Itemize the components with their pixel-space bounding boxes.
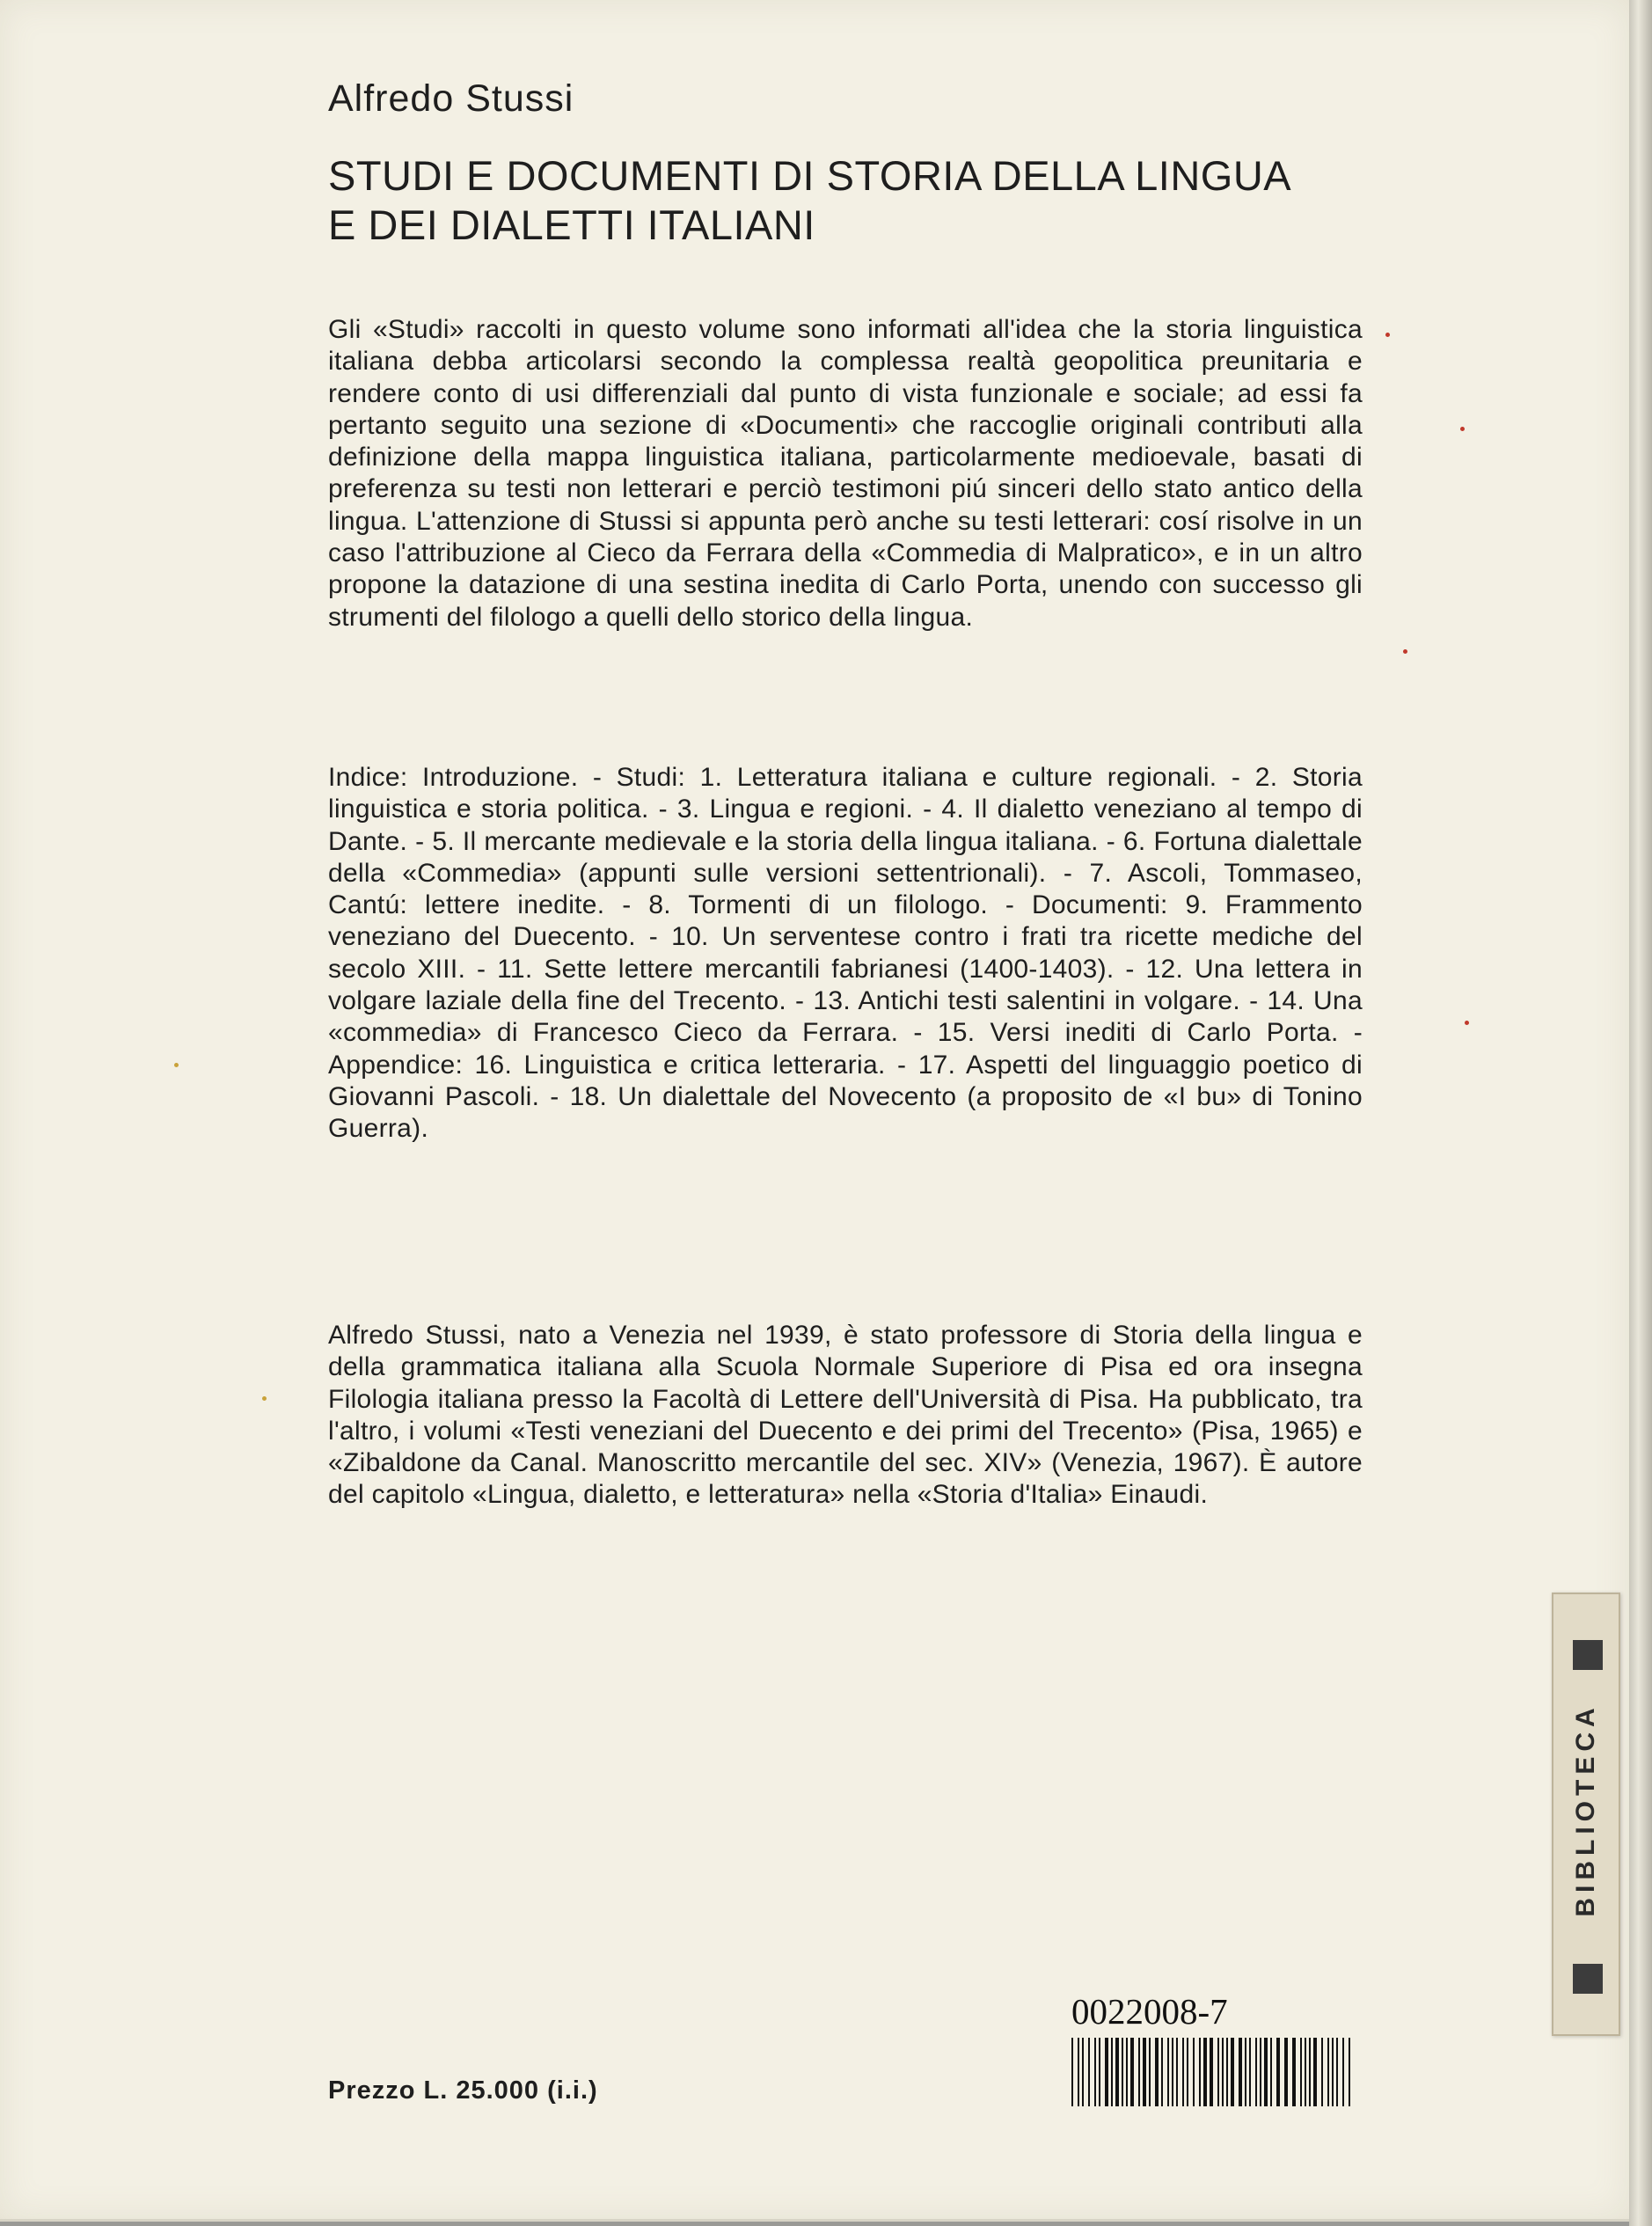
barcode-bar bbox=[1231, 2038, 1234, 2106]
barcode-bar bbox=[1187, 2038, 1188, 2106]
table-of-contents: Indice: Introduzione. - Studi: 1. Letteratura italiana e culture regionali. - 2. Storia linguistica e storia politica. - 3. Lingua e regioni. - 4. Il dialetto veneziano al tempo di Dante. - 5. Il mercante medievale e la storia della lingua italiana. - 6. Fortuna dialettale della «Commedia» (appunti sulle versioni settentrionali). - 7. Ascoli, Tommaseo, Cantú: lettere inedite. - 8. Tormenti di un filologo. - Documenti: 9. Frammento veneziano del Duecento. - 10. Un serventese contro i frati tra ricette mediche del secolo XIII. - 11. Sette lettere mercantili fabrianesi (1400-1403). - 12. Una lettera in volgare laziale della fine del Trecento. - 13. Antichi testi salentini in volgare. - 14. Una «commedia» di Francesco Cieco da Ferrara. - 15. Versi inediti di Carlo Porta. - Appendice: 16. Linguistica e critica letteraria. - 17. Aspetti del linguaggio poetico di Giovanni Pascoli. - 18. Un dialettale del Novecento (a proposito de «I bu» di Tonino Guerra). bbox=[328, 763, 1363, 1144]
sticker-mark-top bbox=[1573, 1640, 1603, 1670]
barcode bbox=[1071, 2038, 1353, 2106]
barcode-bar bbox=[1217, 2038, 1219, 2106]
title-line-2: E DEI DIALETTI ITALIANI bbox=[328, 201, 815, 248]
library-sticker bbox=[1552, 1593, 1620, 2036]
barcode-bar bbox=[1105, 2038, 1108, 2106]
barcode-bar bbox=[1276, 2038, 1280, 2106]
barcode-bar bbox=[1284, 2038, 1288, 2106]
barcode-bar bbox=[1245, 2038, 1246, 2106]
ink-speck bbox=[1403, 649, 1407, 654]
catalog-number: 0022008-7 bbox=[1071, 1991, 1228, 2032]
barcode-bar bbox=[1292, 2038, 1296, 2106]
barcode-bar bbox=[1264, 2038, 1268, 2106]
barcode-bar bbox=[1255, 2038, 1257, 2106]
barcode-bar bbox=[1336, 2038, 1338, 2106]
ink-speck bbox=[262, 1396, 267, 1401]
barcode-bar bbox=[1222, 2038, 1224, 2106]
sticker-mark-bottom bbox=[1573, 1964, 1603, 1994]
barcode-bar bbox=[1327, 2038, 1329, 2106]
barcode-bar bbox=[1199, 2038, 1201, 2106]
barcode-bar bbox=[1260, 2038, 1261, 2106]
barcode-bar bbox=[1313, 2038, 1317, 2106]
barcode-bar bbox=[1203, 2038, 1207, 2106]
barcode-bar bbox=[1078, 2038, 1079, 2106]
barcode-bar bbox=[1305, 2038, 1306, 2106]
barcode-bar bbox=[1149, 2038, 1151, 2106]
author-name: Alfredo Stussi bbox=[328, 77, 574, 120]
barcode-bar bbox=[1182, 2038, 1184, 2106]
barcode-bar bbox=[1082, 2038, 1084, 2106]
barcode-bar bbox=[1349, 2038, 1350, 2106]
barcode-bar bbox=[1172, 2038, 1173, 2106]
book-title bbox=[328, 151, 1384, 250]
barcode-bar bbox=[1167, 2038, 1169, 2106]
ink-speck bbox=[1460, 427, 1465, 431]
barcode-bar bbox=[1122, 2038, 1123, 2106]
barcode-bar bbox=[1309, 2038, 1311, 2106]
barcode-bar bbox=[1300, 2038, 1302, 2106]
barcode-bar bbox=[1321, 2038, 1323, 2106]
barcode-bar bbox=[1193, 2038, 1195, 2106]
barcode-bar bbox=[1161, 2038, 1163, 2106]
barcode-bar bbox=[1342, 2038, 1344, 2106]
barcode-bar bbox=[1094, 2038, 1096, 2106]
barcode-bar bbox=[1210, 2038, 1213, 2106]
barcode-bar bbox=[1270, 2038, 1272, 2106]
ink-speck bbox=[174, 1063, 179, 1067]
barcode-bar bbox=[1249, 2038, 1251, 2106]
barcode-bar bbox=[1111, 2038, 1113, 2106]
barcode-bar bbox=[1088, 2038, 1090, 2106]
barcode-bar bbox=[1332, 2038, 1334, 2106]
author-biography: Alfredo Stussi, nato a Venezia nel 1939, è stato professore di Storia della lingua e della grammatica italiana alla Scuola Normale Superiore di Pisa ed ora insegna Filologia italiana presso la Facoltà di Lettere dell'Università di Pisa. Ha pubblicato, tra l'altro, i volumi «Testi veneziani del Duecento e dei primi del Trecento» (Pisa, 1965) e «Zibaldone da Canal. Manoscritto mercantile del sec. XIV» (Venezia, 1967). È autore del capitolo «Lingua, dialetto, e letteratura» nella «Storia d'Italia» Einaudi. bbox=[328, 1321, 1363, 1510]
barcode-bar bbox=[1226, 2038, 1228, 2106]
barcode-bar bbox=[1126, 2038, 1128, 2106]
barcode-bar bbox=[1071, 2038, 1073, 2106]
book-edge bbox=[1629, 0, 1652, 2226]
barcode-bar bbox=[1155, 2038, 1159, 2106]
price-label: Prezzo L. 25.000 (i.i.) bbox=[328, 2076, 598, 2105]
ink-speck bbox=[1465, 1021, 1469, 1025]
barcode-bar bbox=[1130, 2038, 1134, 2106]
library-sticker-text: BIBLIOTECA bbox=[1571, 1702, 1600, 1917]
barcode-bar bbox=[1138, 2038, 1140, 2106]
description-paragraph: Gli «Studi» raccolti in questo volume sono informati all'idea che la storia linguistica italiana debba articolarsi secondo la complessa realtà geopolitica preunitaria e rendere conto di usi differenziali dal punto di vista funzionale e sociale; ad essi fa pertanto seguito una sezione di «Documenti» che raccoglie originali contributi alla definizione della mappa linguistica italiana, particolarmente medioevale, basati di preferenza su testi non letterari e perciò testimoni piú sinceri dello stato antico della lingua. L'attenzione di Stussi si appunta però anche su testi letterari: cosí risolve in un caso l'attribuzione al Cieco da Ferrara della «Commedia di Malpratico», e in un altro propone la datazione di una sestina inedita di Carlo Porta, unendo con successo gli strumenti del filologo a quelli dello storico della lingua. bbox=[328, 315, 1363, 632]
barcode-bar bbox=[1099, 2038, 1100, 2106]
title-line-1: STUDI E DOCUMENTI DI STORIA DELLA LINGUA bbox=[328, 152, 1292, 199]
barcode-bar bbox=[1115, 2038, 1119, 2106]
barcode-bar bbox=[1143, 2038, 1146, 2106]
barcode-bar bbox=[1239, 2038, 1242, 2106]
ink-speck bbox=[1385, 333, 1390, 337]
barcode-bar bbox=[1176, 2038, 1178, 2106]
